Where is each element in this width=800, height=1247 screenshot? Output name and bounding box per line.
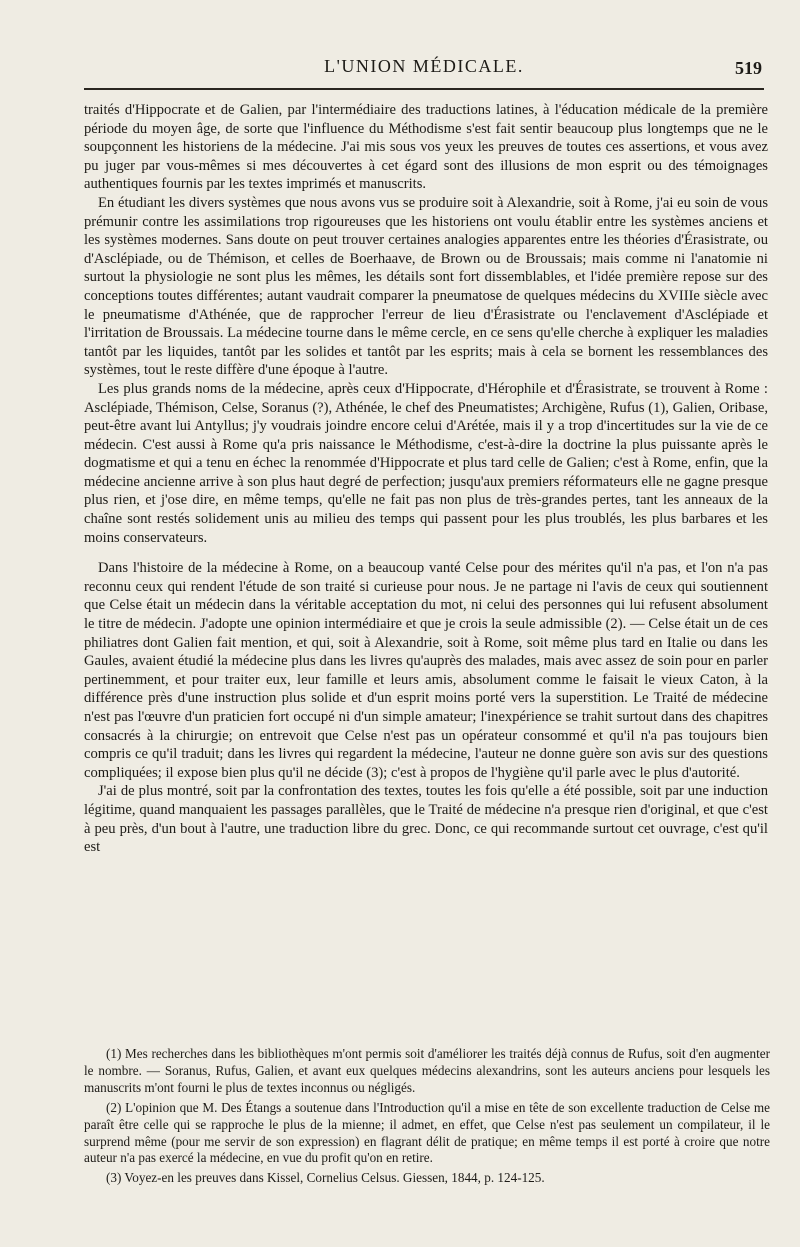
- footnotes: [84, 1046, 770, 1190]
- paragraph-systems: En étudiant les divers systèmes que nous avons vus se produire soit à Alexandrie, soit à Rome, j'ai eu soin de vous prémunir contre les assimilations trop rigoureuses que les historiens ont voulu établir entre les systèmes anciens et les systèmes modernes. Sans doute on peut trouver certaines analogies apparentes entre les théories d'Érasistrate, ou d'Asclépiade, ou de Thémison, et celles de Boerhaave, de Brown ou de Broussais; mais comme ni l'anatomie ni surtout la physiologie ne sont plus les mêmes, les détails sont fort dissemblables, et l'idée première repose sur des conceptions toutes différentes; autant vaudrait comparer la pneumatose de quelques médecins du XVIIIe siècle avec le pneumatisme d'Athénée, que de rapprocher l'erreur de lieu d'Érasistrate ou l'enclavement d'Asclépiade et l'irritation de Broussais. La médecine tourne dans le même cercle, en ce sens qu'elle cherche à expliquer les maladies tantôt par les liquides, tantôt par les solides et tantôt par les esprits; mais à cela se bornent les ressemblances des systèmes, tout le reste diffère d'une époque à l'autre.: [84, 194, 768, 379]
- paragraph-great-names: Les plus grands noms de la médecine, après ceux d'Hippocrate, d'Hérophile et d'Érasistrate, se trouvent à Rome : Asclépiade, Thémison, Celse, Soranus (?), Athénée, le chef des Pneumatistes; Archigène, Rufus (1), Galien, Oribase, peut-être avant lui Antyllus; j'y voudrais joindre encore celui d'Arétée, mais il y a trop d'incertitudes sur la vie de ce médecin. C'est aussi à Rome qu'a pris naissance le Méthodisme, c'est-à-dire la doctrine la plus puissante après le dogmatisme et qui a tenu en échec la renommée d'Hippocrate et plus tard celle de Galien; c'est à Rome, enfin, que la médecine ancienne arrive à son plus haut degré de perfection; jusqu'aux premiers réformateurs elle ne gagne presque plus rien, et j'ose dire, en même temps, qu'elle ne fait pas non plus de très-grandes pertes, tant les anneaux de la chaîne sont restés solidement unis au milieu des temps qui passent pour les plus troublés, les plus barbares et les moins conservateurs.: [84, 380, 768, 546]
- running-header: [84, 54, 764, 90]
- paragraph-continuation: traités d'Hippocrate et de Galien, par l'intermédiaire des traductions latines, à l'éducation médicale de la première période du moyen âge, de sorte que l'influence du Méthodisme s'est fait sentir beaucoup plus longtemps que ne le soupçonnent les historiens de la médecine. J'ai mis sous vos yeux les preuves de toutes ces assertions, et vous avez pu juger par vous-mêmes si mes découvertes à cet égard sont des illusions de mon esprit ou des témoignages authentiques fournis par les textes imprimés et manuscrits.: [84, 102, 768, 193]
- footnote-3: (3) Voyez-en les preuves dans Kissel, Cornelius Celsus. Giessen, 1844, p. 124-125.: [106, 1170, 545, 1186]
- footnote-2: (2) L'opinion que M. Des Étangs a soutenue dans l'Introduction qu'il a mise en tête de son excellente traduction de Celse me paraît être celle qui se rapproche le plus de la mienne; il admet, en effet, que Celse n'est pas seulement un compilateur, il le surprend même (pour me servir de son expression) en flagrant délit de pratique; en même temps il est porté à croire que notre auteur n'a pas exercé la médecine, en vue du profit qu'on en retire.: [84, 1099, 770, 1166]
- paragraph-translation: J'ai de plus montré, soit par la confrontation des textes, toutes les fois qu'elle a été possible, soit par une induction légitime, quand manquaient les passages parallèles, que le Traité de médecine n'a presque rien d'original, et que c'est à peu près, d'un bout à l'autre, une traduction libre du grec. Donc, ce qui recommande surtout cet ouvrage, c'est qu'il est: [84, 783, 768, 856]
- main-text: [84, 101, 768, 857]
- journal-title: L'UNION MÉDICALE.: [324, 56, 524, 76]
- paragraph-celse: Dans l'histoire de la médecine à Rome, on a beaucoup vanté Celse pour des mérites qu'il n'a pas, et l'on n'a pas reconnu ceux qui rendent l'étude de son traité si curieuse pour nous. Je ne partage ni l'avis de ceux qui soutiennent que Celse était un médecin dans la véritable acceptation du mot, ni celui des personnes qui lui refusent absolument le titre de médecin. J'adopte une opinion intermédiaire et que je crois la seule admissible (2). — Celse était un de ces philiatres dont Galien fait mention, et qui, soit à Alexandrie, soit à Rome, soit même plus tard en Italie ou dans les Gaules, avaient étudié la médecine plus dans les livres qu'auprès des malades, mais avec assez de soin pour en parler pertinemment, et pour traiter eux, leur famille et leurs amis, absolument comme le faisait le vieux Caton, à la différence près d'une instruction plus solide et d'un esprit moins porté vers la superstition. Le Traité de médecine n'est pas l'œuvre d'un praticien fort occupé ni d'un simple amateur; l'inexpérience se trahit surtout dans des chapitres consacrés à la chirurgie; on entrevoit que Celse n'est pas un opérateur consommé et qu'il n'a pas toujours bien compris ce qu'il traduit; dans les livres qui regardent la médecine, l'auteur ne donne guère son avis sur des questions compliquées; il expose bien plus qu'il ne décide (3); c'est à propos de l'hygiène qu'il parle avec le plus d'autorité.: [84, 560, 768, 781]
- page-number: 519: [735, 58, 762, 78]
- footnote-1: (1) Mes recherches dans les bibliothèques m'ont permis soit d'améliorer les traités déjà connus de Rufus, soit d'en augmenter le nombre. — Soranus, Rufus, Galien, et avant eux quelques médecins alexandrins, sont les auteurs anciens pour lesquels les manuscrits m'ont fourni le plus de textes inconnus ou négligés.: [84, 1046, 770, 1095]
